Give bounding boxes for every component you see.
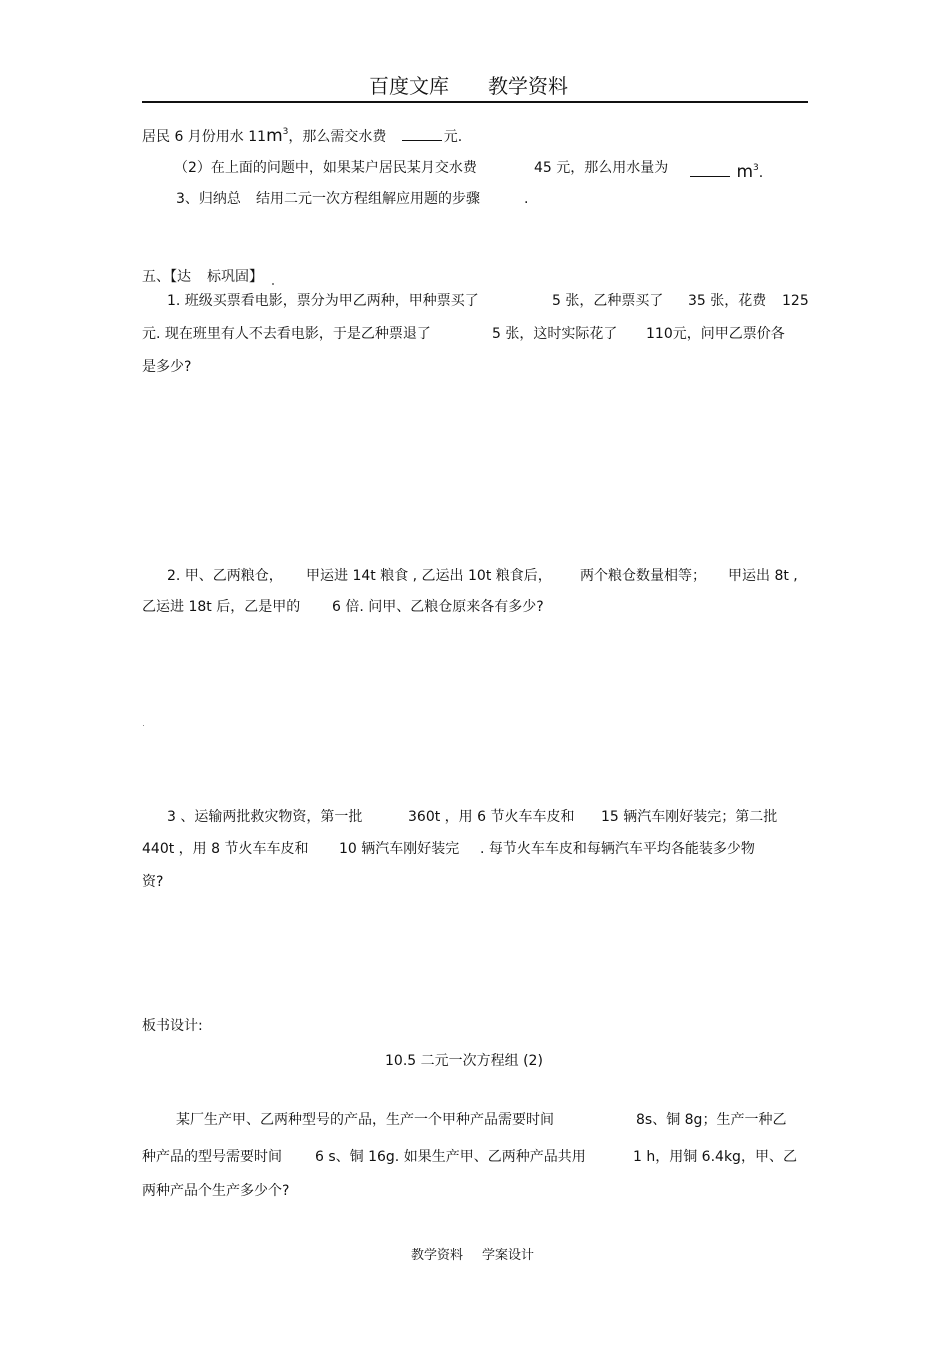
- q1-line2-c: 110元，问甲乙票价各: [646, 326, 785, 342]
- stray-dot: [272, 283, 274, 285]
- board-p-line2-b: 6 s、铜 16g. 如果生产甲、乙两种产品共用: [315, 1149, 586, 1165]
- s4-line3-c: .: [524, 191, 529, 207]
- board-p-line2-a: 种产品的型号需要时间: [142, 1149, 282, 1165]
- q2-line1-c: 两个粮仓数量相等；: [580, 568, 706, 584]
- q2-line1-d: 甲运出 8t ,: [728, 568, 798, 584]
- q3-line2-b: 10 辆汽车刚好装完: [339, 841, 460, 857]
- s5-title-b: 标巩固】: [207, 269, 263, 285]
- board-p-line3: 两种产品个生产多少个?: [142, 1183, 290, 1199]
- q3-line2-a: 440t ，用 8 节火车车皮和: [142, 841, 309, 857]
- s4-line1-blank[interactable]: [402, 126, 442, 141]
- s4-line2-exp: 3: [753, 163, 759, 173]
- header-right-title: 教学资料: [488, 74, 568, 98]
- q3-line3: 资?: [142, 874, 164, 890]
- s4-line2-unit: m: [736, 162, 754, 182]
- s4-line1-unit: m: [266, 126, 283, 146]
- s4-line1-text-b: ，那么需交水费: [288, 129, 387, 145]
- s4-line1: [142, 123, 462, 146]
- s4-line3-a: 3、归纳总: [176, 191, 241, 207]
- q1-line1-c: 35 张，花费: [688, 293, 767, 309]
- board-label: 板书设计:: [142, 1018, 203, 1034]
- q2-line1-a: 2. 甲、乙两粮仓，: [167, 568, 283, 584]
- board-p-line2-c: 1 h，用铜 6.4kg，甲、乙: [633, 1149, 797, 1165]
- q1-line2-b: 5 张，这时实际花了: [492, 326, 618, 342]
- q2-line2-b: 6 倍. 问甲、乙粮仓原来各有多少?: [332, 599, 544, 615]
- s4-line1-exp: 3: [282, 127, 289, 137]
- board-p-line1-a: 某厂生产甲、乙两种型号的产品，生产一个甲种产品需要时间: [176, 1112, 554, 1128]
- q1-line1-d: 125: [782, 293, 809, 309]
- q1-line3: 是多少?: [142, 359, 192, 375]
- s4-line2-b: 45 元，那么用水量为: [534, 160, 669, 176]
- s4-line2-c: [688, 159, 763, 182]
- s4-line3-b: 结用二元一次方程组解应用题的步骤: [256, 191, 480, 207]
- s4-line2-blank[interactable]: [690, 162, 730, 177]
- q3-line1-a: 3 、运输两批救灾物资，第一批: [167, 809, 363, 825]
- board-title: 10.5 二元一次方程组 (2): [385, 1053, 543, 1069]
- q1-line1-a: 1. 班级买票看电影，票分为甲乙两种，甲种票买了: [167, 293, 479, 309]
- header-rule: [142, 101, 808, 103]
- q3-line1-c: 15 辆汽车刚好装完；第二批: [601, 809, 778, 825]
- footer-left: 教学资料: [411, 1248, 464, 1263]
- q3-line2-c: . 每节火车车皮和每辆汽车平均各能装多少物: [480, 841, 755, 857]
- s5-title-a: 五、【达: [142, 269, 191, 285]
- q1-line1-b: 5 张，乙种票买了: [552, 293, 664, 309]
- q1-line2-a: 元. 现在班里有人不去看电影，于是乙种票退了: [142, 326, 431, 342]
- s4-line2-a: （2）在上面的问题中，如果某户居民某月交水费: [174, 160, 477, 176]
- header-left-title: 百度文库: [369, 74, 449, 98]
- q2-line2-a: 乙运进 18t 后，乙是甲的: [142, 599, 301, 615]
- s4-line1-text-c: 元.: [443, 129, 463, 145]
- q3-line1-b: 360t ，用 6 节火车车皮和: [408, 809, 575, 825]
- s4-line1-text-a: 居民 6 月份用水 11: [142, 129, 267, 145]
- q2-line1-b: 甲运进 14t 粮食 , 乙运出 10t 粮食后，: [306, 568, 552, 584]
- footer-right: 学案设计: [482, 1248, 535, 1263]
- board-p-line1-b: 8s、铜 8g；生产一种乙: [636, 1112, 787, 1128]
- s4-line2-end: .: [758, 165, 764, 181]
- stray-dot-2: [143, 725, 144, 726]
